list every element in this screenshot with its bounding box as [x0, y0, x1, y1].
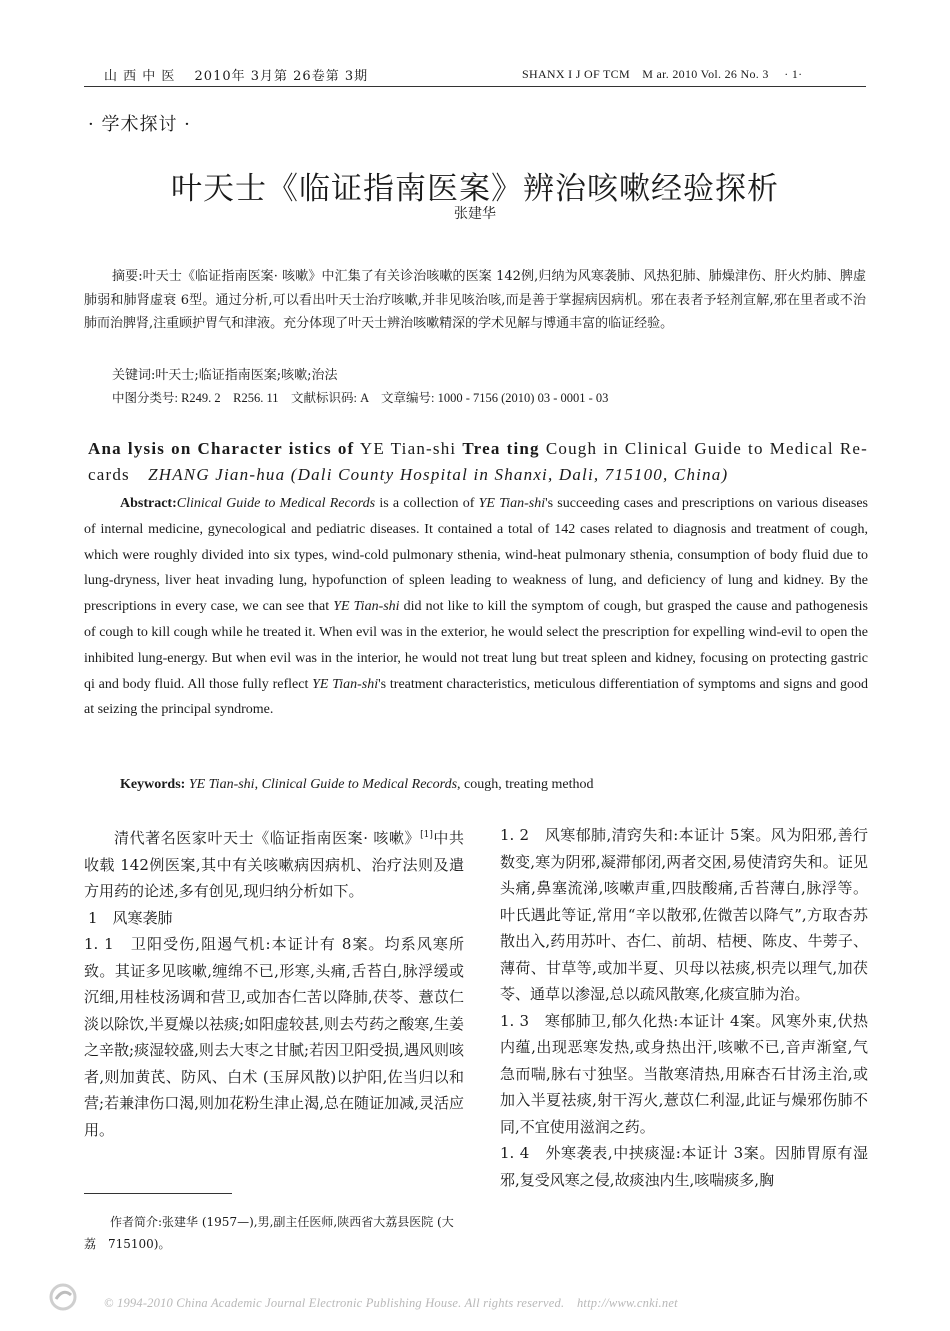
section-label: · 学术探讨 · [88, 114, 191, 135]
paragraph-1-3: 1. 3 寒郁肺卫,郁久化热:本证计 4案。风寒外束,伏热内蕴,出现恶寒发热,或身热出汗,咳嗽不已,音声渐窒,气急而喘,脉右寸独坚。当散寒清热,用麻杏石甘汤主治,或加入半夏祛痰,射干泻火,薏苡仁利湿,此证与燥邪伤肺不同,不宜使用滋润之药。 [500, 1011, 868, 1136]
section-heading-1: 1 风寒袭肺 [88, 908, 173, 927]
paragraph-1-1: 1. 1 卫阳受伤,阻遏气机:本证计有 8案。均系风寒所致。其证多见咳嗽,缠绵不已,形寒,头痛,舌苔白,脉浮缓或沉细,用桂枝汤调和营卫,或加杏仁苦以降肺,茯苓、薏苡仁淡以除饮,半夏燥以祛痰;如阳虚较甚,则去芍药之酸寒,生姜之辛散;痰湿较盛,则去大枣之甘腻;若因卫阳受损,遇风则咳者,则加黄芪、防风、白术 (玉屏风散)以护阳,佐当归以和营;若兼津伤口渴,则加花粉生津止渴,总在随证加减,灵活应用。 [84, 935, 464, 1139]
paragraph-1-2: 1. 2 风寒郁肺,清窍失和:本证计 5案。风为阳邪,善行数变,寒为阴邪,凝滞郁闭,两者交困,易使清窍失和。证见头痛,鼻塞流涕,咳嗽声重,四肢酸痛,舌苔薄白,脉浮等。叶氏遇此等证,常用“辛以散邪,佐微苦以降气”,方取杏苏散出入,药用苏叶、杏仁、前胡、桔梗、陈皮、牛蒡子、薄荷、甘草等,或加半夏、贝母以祛痰,枳壳以理气,加茯苓、通草以渗湿,总以疏风散寒,化痰宣肺为治。 [500, 826, 868, 1003]
copyright-notice: © 1994-2010 China Academic Journal Electronic Publishing House. All rights reserved. http://www.cnki.net [104, 1296, 678, 1310]
body-right-column [500, 822, 868, 1193]
english-keywords: Keywords: YE Tian-shi, Clinical Guide to Medical Records, cough, treating method [120, 777, 594, 792]
journal-header-right: SHANX I J OF TCM M ar. 2010 Vol. 26 No. 3 · 1· [522, 67, 803, 81]
intro-paragraph: 清代著名医家叶天士《临证指南医案· 咳嗽》[1]中共收载 142例医案,其中有关咳嗽病因病机、治疗法则及遣方用药的论述,多有创见,现归纳分析如下。 [84, 829, 464, 900]
header-divider [84, 86, 866, 87]
chinese-abstract: 摘要:叶天士《临证指南医案· 咳嗽》中汇集了有关诊治咳嗽的医案 142例,归纳为风寒袭肺、风热犯肺、肺燥津伤、肝火灼肺、脾虚肺弱和肺肾虚衰 6型。通过分析,可以看出叶天士治疗咳嗽,并非见咳治咳,而是善于掌握病因病机。邪在表者予轻剂宣解,邪在里者或不治肺而治脾肾,注重顾护胃气和津液。充分体现了叶天士辨治咳嗽精深的学术见解与博通丰富的临证经验。 [84, 269, 866, 331]
english-title: Ana lysis on Character istics of YE Tian-shi Trea ting Cough in Clinical Guide to Medical Re-cards ZHANG Jian-hua (Dali County Hospital in Shanxi, Dali, 715100, China) [88, 439, 869, 484]
article-title: 叶天士《临证指南医案》辨治咳嗽经验探析 [171, 171, 779, 207]
reference-marker[interactable]: [1] [420, 830, 433, 840]
paragraph-1-4: 1. 4 外寒袭表,中挟痰湿:本证计 3案。因肺胃原有湿邪,复受风寒之侵,故痰浊内生,咳喘痰多,胸 [500, 1144, 868, 1189]
chinese-keywords: 关键词:叶天士;临证指南医案;咳嗽;治法 [112, 368, 338, 383]
english-abstract: Abstract:Clinical Guide to Medical Records is a collection of YE Tian-shi's succeeding cases and prescriptions on various diseases of internal medicine, gynecological and pediatric diseases. It contained a total of 142 cases related to diagnosis and treatment of cough, which were roughly divided into six types, wind-cold pulmonary sthenia, wind-heat pulmonary sthenia, consumption of body fluid due to lung-dryness, liver heat invading lung, hypofunction of spleen leading to weakness of lung, and deficiency of lung and kidney. By the prescriptions in every case, we can see that YE Tian-shi did not like to kill the symptom of cough, but grasped the cause and pathogenesis of cough to kill cough while he treated it. When evil was in the exterior, he would select the prescription for expelling wind-evil to open the inhibited lung-energy. But when evil was in the interior, he would not treat lung but treat spleen and kidney, focusing on protecting gastric qi and body fluid. All those fully reflect YE Tian-shi's treatment characteristics, meticulous differentiation of symptoms and signs and good at seizing the principal syndrome. [84, 496, 868, 718]
footnote-divider [84, 1193, 232, 1194]
author-footnote: 作者简介:张建华 (1957—),男,副主任医师,陕西省大荔县医院 (大荔 715100)。 [84, 1215, 454, 1251]
journal-header-left: 山 西 中 医 2010年 3月第 26卷第 3期 [104, 69, 369, 84]
classification-info: 中图分类号: R249. 2 R256. 11 文献标识码: A 文章编号: 1000 - 7156 (2010) 03 - 0001 - 03 [112, 391, 609, 405]
author-name: 张建华 [454, 206, 496, 222]
body-left-column [84, 822, 464, 1143]
cnki-logo-icon [48, 1282, 78, 1312]
